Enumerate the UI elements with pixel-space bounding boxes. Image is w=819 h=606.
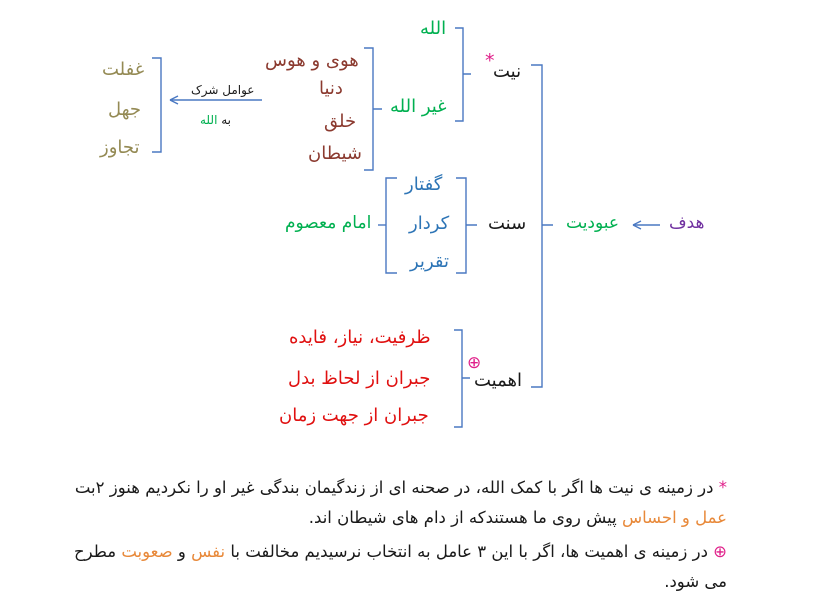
satan-label: شیطان — [308, 143, 362, 164]
asterisk-icon: * — [485, 50, 495, 72]
non-allah-bracket — [364, 48, 382, 170]
world-label: دنیا — [319, 78, 343, 99]
note-intention-text: در زمینه ی نیت ها اگر با کمک الله، در صحنه ای از زندگیمان بندگی غیر او را نکردیم هنوز ۲بت — [74, 478, 714, 497]
desires-label: هوی و هوس — [265, 50, 359, 71]
tradition-bracket-left — [386, 178, 397, 273]
note-importance-text: در زمینه ی اهمیت ها، اگر با این ۳ عامل به انتخاب نرسیدیم مخالفت با — [230, 542, 708, 561]
note-intention — [47, 473, 727, 533]
time-label: جبران از جهت زمان — [279, 405, 429, 426]
worship-label: عبودیت — [566, 213, 620, 233]
tradition-label: سنت — [488, 213, 527, 234]
note-importance-highlight-self: نفس — [191, 542, 226, 561]
note-asterisk-icon: * — [718, 478, 727, 497]
capacity-label: ظرفیت، نیاز، فایده — [289, 327, 431, 348]
non-allah-label: غیر الله — [390, 96, 447, 117]
note-importance-highlight-difficulty: صعوبت — [121, 542, 173, 561]
intention-bracket — [455, 28, 471, 121]
approval-label: تقریر — [410, 251, 449, 272]
goal-label: هدف — [669, 213, 705, 233]
note-importance-tail: مطرح می شود. — [73, 542, 727, 591]
substitute-label: جبران از لحاظ بدل — [288, 368, 431, 389]
note-importance-and: و — [177, 542, 186, 561]
infallible-imam-label: امام معصوم — [285, 213, 372, 233]
ignorance-label: جهل — [108, 99, 142, 120]
to-allah-prefix: به — [221, 113, 232, 127]
circled-plus-icon: ⊕ — [467, 353, 482, 373]
speech-label: گفتار — [405, 174, 443, 195]
shirk-factors-bracket — [152, 58, 161, 152]
people-label: خلق — [324, 111, 357, 132]
importance-bracket — [454, 330, 470, 427]
conduct-label: کردار — [409, 213, 450, 234]
note-intention-tail: پیش روی ما هستندکه از دام های شیطان اند. — [308, 508, 617, 527]
to-allah-word: الله — [200, 113, 218, 127]
importance-label: اهمیت — [474, 370, 523, 391]
note-importance — [47, 537, 727, 597]
shirk-factors-label: عوامل شرک — [191, 83, 255, 97]
allah-label: الله — [420, 18, 447, 39]
main-bracket — [531, 65, 553, 387]
heedlessness-label: غفلت — [102, 59, 145, 80]
note-circled-plus-icon: ⊕ — [713, 542, 727, 561]
to-allah-label — [200, 114, 231, 126]
transgression-label: تجاوز — [100, 137, 140, 158]
note-intention-highlight: عمل و احساس — [621, 508, 727, 527]
intention-label: نیت — [493, 61, 522, 82]
tradition-bracket-right — [456, 178, 477, 273]
